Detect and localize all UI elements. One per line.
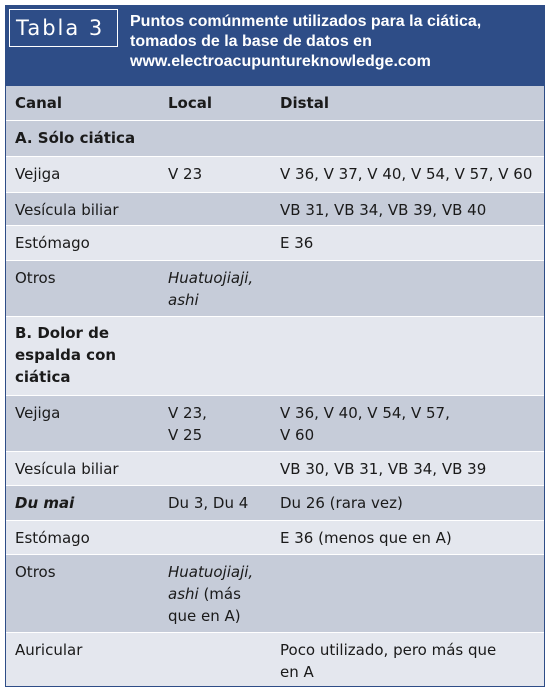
local-line: ashi [168,291,199,309]
canal-cell: Otros [15,269,56,287]
table-row [6,396,544,452]
distal-cell: VB 31, VB 34, VB 39, VB 40 [280,201,487,219]
table-row [6,261,544,317]
canal-cell: Du mai [15,494,75,512]
local-cell [168,561,272,627]
table-row [6,157,544,193]
canal-cell: Estómago [15,529,90,547]
section-b-title-line: espalda con [15,346,117,364]
table-row [6,226,544,261]
distal-line: en A [280,663,314,681]
column-header-canal: Canal [15,94,63,112]
distal-cell [280,402,542,446]
local-text: (más [198,585,241,603]
table-row [6,633,544,686]
local-cell: Du 3, Du 4 [168,494,249,512]
table-3 [5,5,545,687]
distal-line: V 60 [280,426,315,444]
local-line [168,583,272,605]
column-header-row [6,86,544,121]
section-b-title-line: B. Dolor de [15,324,110,342]
local-cell [168,267,272,311]
column-header-distal: Distal [280,94,329,112]
local-cell: V 23 [168,165,203,183]
local-line: V 25 [168,426,203,444]
column-header-local: Local [168,94,213,112]
distal-cell: Du 26 (rara vez) [280,494,403,512]
canal-cell: Vesícula biliar [15,460,119,478]
table-row [6,452,544,486]
canal-cell: Vejiga [15,165,61,183]
section-b-title [15,322,160,388]
table-title-line: Puntos comúnmente utilizados para la ciática, [130,13,482,30]
section-b-row [6,317,544,396]
local-line: Huatuojiaji, [168,563,254,581]
table-title [130,12,540,72]
distal-line: V 36, V 40, V 54, V 57, [280,404,450,422]
section-b-title-line: ciática [15,368,71,386]
local-cell [168,402,272,446]
local-line: que en A) [168,607,241,625]
distal-cell: V 36, V 37, V 40, V 54, V 57, V 60 [280,165,533,183]
distal-cell: VB 30, VB 31, VB 34, VB 39 [280,460,487,478]
table-row [6,521,544,555]
distal-cell: E 36 [280,234,314,252]
canal-cell: Vejiga [15,404,61,422]
distal-line: Poco utilizado, pero más que [280,641,497,659]
distal-cell: E 36 (menos que en A) [280,529,452,547]
section-a-row [6,121,544,157]
local-italic-text: ashi [168,585,199,603]
canal-cell: Otros [15,563,56,581]
table-title-line: tomados de la base de datos en [130,33,372,50]
table-row [6,555,544,633]
local-line: V 23, [168,404,207,422]
table-title-line: www.electroacupuntureknowledge.com [130,53,431,70]
table-header [6,6,544,86]
canal-cell: Auricular [15,641,83,659]
canal-cell: Estómago [15,234,90,252]
table-number-label: Tabla 3 [9,9,118,47]
local-line: Huatuojiaji, [168,269,254,287]
distal-cell [280,639,542,683]
table-row [6,193,544,226]
section-a-title: A. Sólo ciática [15,129,136,147]
canal-cell: Vesícula biliar [15,201,119,219]
table-row [6,486,544,521]
